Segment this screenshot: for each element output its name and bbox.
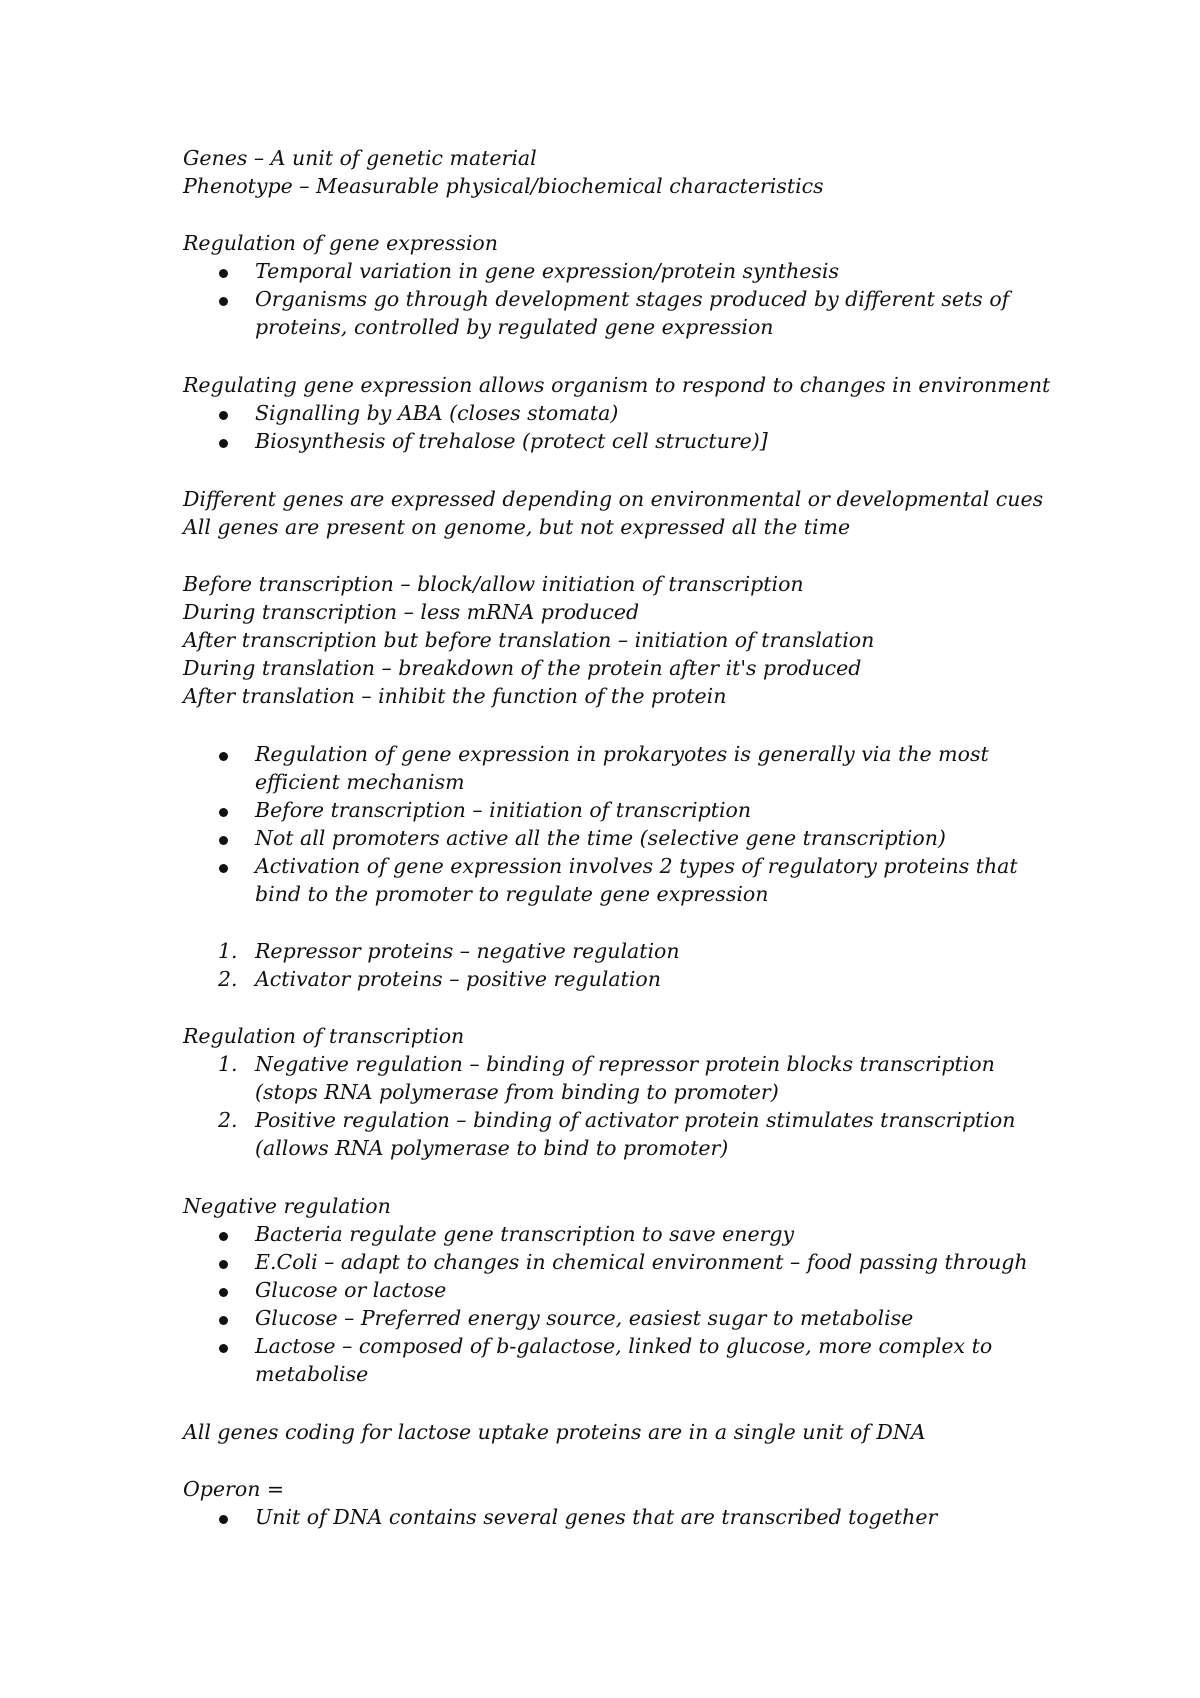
bullet-icon bbox=[219, 1232, 228, 1241]
list-item: Temporal variation in gene expression/protein synthesis bbox=[255, 259, 840, 283]
bullet-icon bbox=[219, 1288, 228, 1297]
list-number: 2. bbox=[218, 967, 238, 991]
list-item-continuation: proteins, controlled by regulated gene expression bbox=[255, 315, 774, 339]
stage-line: After translation – inhibit the function of the protein bbox=[183, 684, 727, 708]
bullet-icon bbox=[219, 1316, 228, 1325]
paragraph-line: All genes coding for lactose uptake proteins are in a single unit of DNA bbox=[183, 1420, 926, 1444]
list-item: Glucose – Preferred energy source, easiest sugar to metabolise bbox=[255, 1306, 914, 1330]
list-item: Before transcription – initiation of transcription bbox=[255, 798, 752, 822]
transcription-heading: Regulation of transcription bbox=[183, 1024, 465, 1048]
bullet-icon bbox=[219, 1344, 228, 1353]
list-number: 1. bbox=[218, 1052, 238, 1076]
list-item: Glucose or lactose bbox=[255, 1278, 447, 1302]
operon-heading: Operon = bbox=[183, 1477, 285, 1501]
numbered-item-continuation: (stops RNA polymerase from binding to promoter) bbox=[255, 1080, 779, 1104]
list-item: Regulation of gene expression in prokaryotes is generally via the most bbox=[255, 742, 989, 766]
genes-definition: Genes – A unit of genetic material bbox=[183, 146, 537, 170]
phenotype-definition: Phenotype – Measurable physical/biochemical characteristics bbox=[183, 174, 824, 198]
bullet-icon bbox=[219, 1515, 228, 1524]
bullet-icon bbox=[219, 269, 228, 278]
regulation-heading: Regulation of gene expression bbox=[183, 231, 498, 255]
bullet-icon bbox=[219, 752, 228, 761]
list-item: Lactose – composed of b-galactose, linked to glucose, more complex to bbox=[255, 1334, 993, 1358]
stage-line: During translation – breakdown of the protein after it's produced bbox=[183, 656, 862, 680]
list-item-continuation: metabolise bbox=[255, 1362, 369, 1386]
paragraph-line: Different genes are expressed depending on environmental or developmental cues bbox=[183, 487, 1044, 511]
paragraph-line: All genes are present on genome, but not expressed all the time bbox=[183, 515, 851, 539]
bullet-icon bbox=[219, 864, 228, 873]
list-item: Biosynthesis of trehalose (protect cell structure)] bbox=[255, 429, 768, 453]
bullet-icon bbox=[219, 439, 228, 448]
list-number: 1. bbox=[218, 939, 238, 963]
list-item-continuation: bind to the promoter to regulate gene expression bbox=[255, 882, 769, 906]
list-item: Bacteria regulate gene transcription to save energy bbox=[255, 1222, 795, 1246]
list-item: Not all promoters active all the time (selective gene transcription) bbox=[255, 826, 946, 850]
list-number: 2. bbox=[218, 1108, 238, 1132]
stage-line: After transcription but before translation – initiation of translation bbox=[183, 628, 875, 652]
environment-heading: Regulating gene expression allows organism to respond to changes in environment bbox=[183, 373, 1051, 397]
list-item: E.Coli – adapt to changes in chemical environment – food passing through bbox=[255, 1250, 1028, 1274]
bullet-icon bbox=[219, 1260, 228, 1269]
bullet-icon bbox=[219, 411, 228, 420]
list-item: Signalling by ABA (closes stomata) bbox=[255, 401, 619, 425]
stage-line: During transcription – less mRNA produced bbox=[183, 600, 640, 624]
numbered-item: Negative regulation – binding of repressor protein blocks transcription bbox=[255, 1052, 995, 1076]
stage-line: Before transcription – block/allow initiation of transcription bbox=[183, 572, 804, 596]
numbered-item: Activator proteins – positive regulation bbox=[255, 967, 661, 991]
list-item: Organisms go through development stages produced by different sets of bbox=[255, 287, 1010, 311]
numbered-item: Repressor proteins – negative regulation bbox=[255, 939, 680, 963]
bullet-icon bbox=[219, 836, 228, 845]
list-item-continuation: efficient mechanism bbox=[255, 770, 465, 794]
numbered-item-continuation: (allows RNA polymerase to bind to promoter) bbox=[255, 1136, 729, 1160]
list-item: Unit of DNA contains several genes that are transcribed together bbox=[255, 1505, 938, 1529]
list-item: Activation of gene expression involves 2 types of regulatory proteins that bbox=[255, 854, 1018, 878]
numbered-item: Positive regulation – binding of activator protein stimulates transcription bbox=[255, 1108, 1016, 1132]
negative-regulation-heading: Negative regulation bbox=[183, 1194, 391, 1218]
bullet-icon bbox=[219, 808, 228, 817]
bullet-icon bbox=[219, 297, 228, 306]
